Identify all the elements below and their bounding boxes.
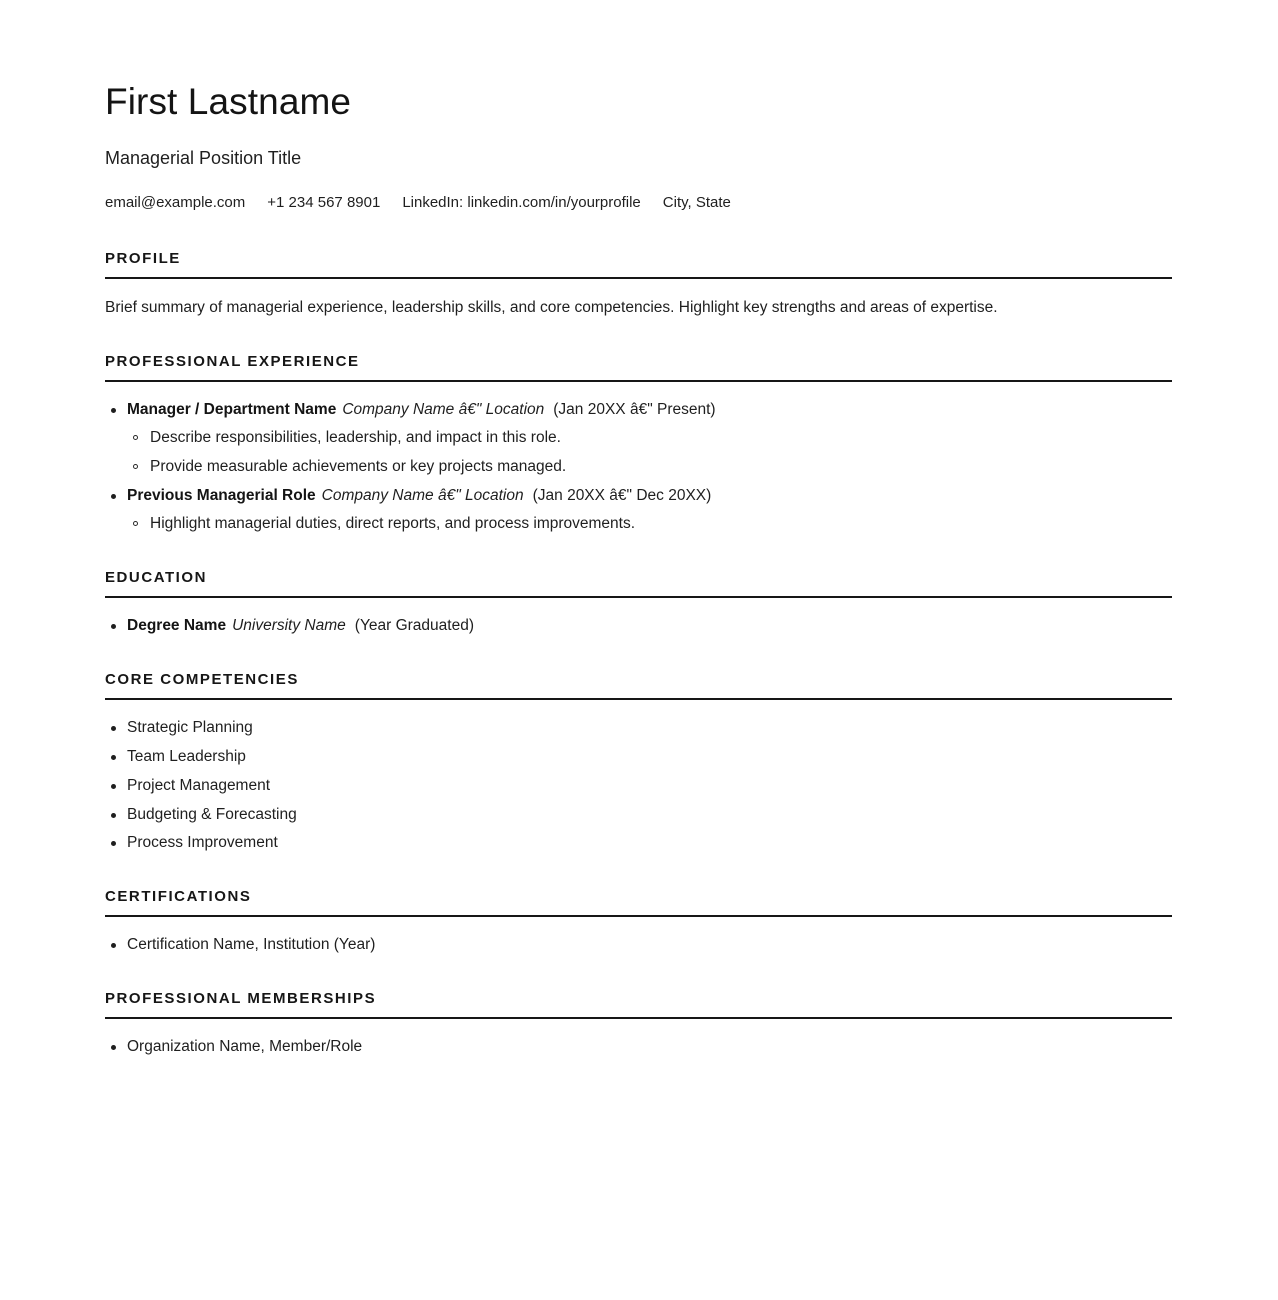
section-heading-certifications: CERTIFICATIONS (105, 888, 252, 906)
list-item: Strategic Planning (105, 718, 1172, 739)
experience-detail-list (127, 428, 1172, 478)
section-heading-profile: PROFILE (105, 249, 181, 267)
experience-company-location: Company Name â€" Location (342, 401, 545, 419)
certification-list (105, 935, 1172, 956)
section-core-competencies (105, 671, 1172, 855)
section-professional-memberships (105, 990, 1172, 1058)
list-item: Organization Name, Member/Role (105, 1037, 1172, 1058)
list-item (105, 400, 1172, 478)
experience-job-title: Previous Managerial Role (127, 487, 316, 505)
competency-list (105, 718, 1172, 855)
section-heading-professional-experience: PROFESSIONAL EXPERIENCE (105, 353, 360, 371)
experience-list (105, 400, 1172, 535)
list-item: Certification Name, Institution (Year) (105, 935, 1172, 956)
list-item (105, 486, 1172, 535)
section-heading-professional-memberships: PROFESSIONAL MEMBERSHIPS (105, 990, 377, 1008)
contact-location: City, State (662, 194, 731, 212)
education-year: (Year Graduated) (354, 616, 474, 634)
list-item: Highlight managerial duties, direct reports, and process improvements. (127, 514, 1172, 535)
membership-list (105, 1037, 1172, 1058)
list-item: Team Leadership (105, 747, 1172, 768)
section-certifications (105, 888, 1172, 956)
list-item (105, 616, 1172, 637)
list-item: Budgeting & Forecasting (105, 805, 1172, 826)
experience-company-location: Company Name â€" Location (321, 487, 524, 505)
contact-linkedin: LinkedIn: linkedin.com/in/yourprofile (402, 194, 641, 212)
experience-dates: (Jan 20XX â€" Present) (553, 401, 716, 419)
education-degree: Degree Name (127, 616, 227, 634)
section-body-certifications (105, 917, 1172, 956)
section-body-education (105, 598, 1172, 637)
list-item: Project Management (105, 776, 1172, 797)
contact-phone: +1 234 567 8901 (267, 194, 381, 212)
section-education (105, 569, 1172, 637)
resume-header (105, 70, 1172, 213)
education-list (105, 616, 1172, 637)
list-item: Describe responsibilities, leadership, and impact in this role. (127, 428, 1172, 449)
contact-email: email@example.com (105, 194, 246, 212)
section-body-professional-memberships (105, 1019, 1172, 1058)
list-item: Process Improvement (105, 833, 1172, 854)
experience-detail-list (127, 514, 1172, 535)
section-body-profile (105, 279, 1172, 319)
education-university: University Name (232, 616, 346, 634)
section-profile (105, 250, 1172, 319)
page-title: First Lastname (105, 81, 352, 122)
experience-job-title: Manager / Department Name (127, 401, 337, 419)
section-body-professional-experience (105, 382, 1172, 535)
section-heading-core-competencies: CORE COMPETENCIES (105, 670, 299, 688)
contact-line (105, 193, 1172, 213)
experience-dates: (Jan 20XX â€" Dec 20XX) (532, 487, 712, 505)
list-item: Provide measurable achievements or key projects managed. (127, 457, 1172, 478)
section-heading-education: EDUCATION (105, 568, 208, 586)
section-body-core-competencies (105, 700, 1172, 855)
profile-summary-text: Brief summary of managerial experience, leadership skills, and core competencies. Highlight key strengths and areas of expertise. (105, 298, 998, 316)
section-professional-experience (105, 353, 1172, 535)
job-title-subtitle: Managerial Position Title (105, 147, 302, 168)
